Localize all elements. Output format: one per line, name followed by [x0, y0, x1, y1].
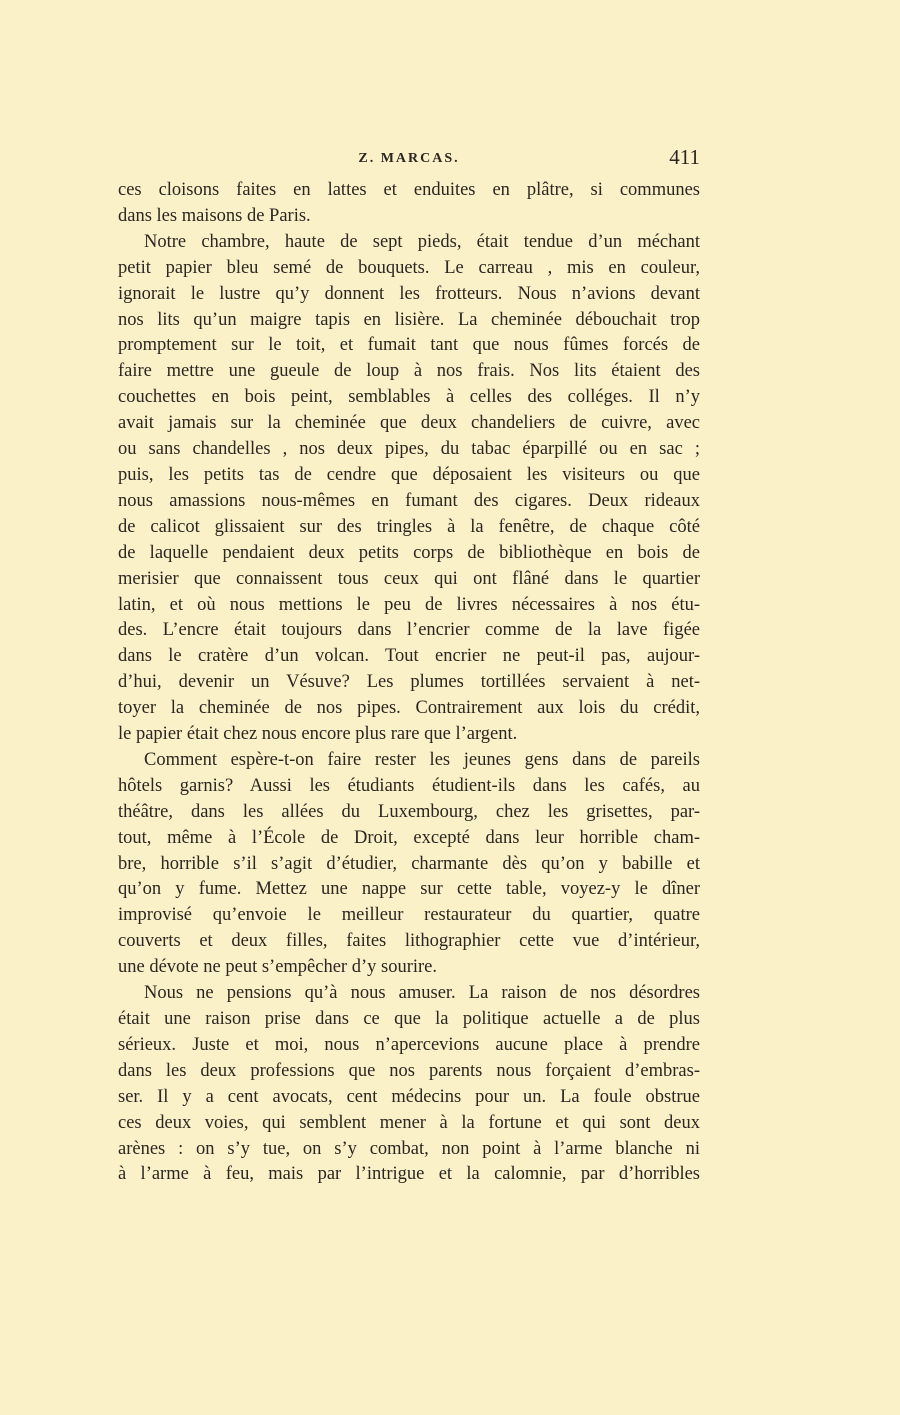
- text-line: à l’arme à feu, mais par l’intrigue et la calomnie, par d’horribles: [118, 1164, 700, 1185]
- text-line: puis, les petits tas de cendre que déposaient les visiteurs ou que: [118, 464, 700, 485]
- text-line: une dévote ne peut s’empêcher d’y sourire.: [118, 957, 437, 978]
- text-line: était une raison prise dans ce que la politique actuelle a de plus: [118, 1009, 700, 1029]
- paragraph: [118, 178, 700, 230]
- text-line: qu’on y fume. Mettez une nappe sur cette table, voyez-y le dîner: [118, 879, 700, 900]
- text-line: Nous ne pensions qu’à nous amuser. La raison de nos désordres: [144, 983, 700, 1004]
- text-line: ces cloisons faites en lattes et enduites en plâtre, si communes: [118, 180, 700, 200]
- running-title: Z. MARCAS.: [358, 151, 460, 166]
- text-line: petit papier bleu semé de bouquets. Le carreau , mis en couleur,: [118, 257, 700, 278]
- paragraph: [118, 748, 700, 981]
- text-line: le papier était chez nous encore plus rare que l’argent.: [118, 724, 518, 745]
- text-line: dans les deux professions que nos parents nous forçaient d’embras-: [118, 1060, 700, 1081]
- text-line: promptement sur le toit, et fumait tant que nous fûmes forcés de: [118, 335, 700, 356]
- text-line: ou sans chandelles , nos deux pipes, du tabac éparpillé ou en sac ;: [118, 439, 700, 460]
- text-line: de calicot glissaient sur des tringles à la fenêtre, de chaque côté: [118, 516, 700, 537]
- paragraph: [118, 981, 700, 1188]
- text-line: des. L’encre était toujours dans l’encrier comme de la lave figée: [118, 620, 700, 641]
- text-line: sérieux. Juste et moi, nous n’apercevions aucune place à prendre: [118, 1034, 700, 1055]
- text-line: ces deux voies, qui semblent mener à la fortune et qui sont deux: [118, 1112, 700, 1133]
- text-line: dans les maisons de Paris.: [118, 205, 311, 226]
- text-line: théâtre, dans les allées du Luxembourg, chez les grisettes, par-: [118, 801, 700, 822]
- text-line: hôtels garnis? Aussi les étudiants étudient-ils dans les cafés, au: [118, 775, 700, 796]
- text-line: faire mettre une gueule de loup à nos frais. Nos lits étaient des: [118, 361, 700, 382]
- text-line: couchettes en bois peint, semblables à celles des colléges. Il n’y: [118, 387, 700, 408]
- text-line: tout, même à l’École de Droit, excepté dans leur horrible cham-: [118, 827, 700, 848]
- text-line: Comment espère-t-on faire rester les jeunes gens dans de pareils: [144, 749, 700, 770]
- paragraph: [118, 230, 700, 748]
- text-line: de laquelle pendaient deux petits corps de bibliothèque en bois de: [118, 542, 700, 563]
- text-line: avait jamais sur la cheminée que deux chandeliers de cuivre, avec: [118, 413, 700, 434]
- text-line: bre, horrible s’il s’agit d’étudier, charmante dès qu’on y babille et: [118, 853, 700, 874]
- text-line: arènes : on s’y tue, on s’y combat, non point à l’arme blanche ni: [118, 1138, 700, 1159]
- text-line: nos lits qu’un maigre tapis en lisière. La cheminée débouchait trop: [118, 309, 700, 330]
- text-line: Notre chambre, haute de sept pieds, était tendue d’un méchant: [144, 231, 700, 252]
- text-line: dans le cratère d’un volcan. Tout encrier ne peut-il pas, aujour-: [118, 646, 700, 667]
- text-line: toyer la cheminée de nos pipes. Contrairement aux lois du crédit,: [118, 698, 700, 719]
- text-line: ser. Il y a cent avocats, cent médecins pour un. La foule obstrue: [118, 1086, 700, 1107]
- text-line: nous amassions nous-mêmes en fumant des cigares. Deux rideaux: [118, 490, 700, 511]
- text-line: couverts et deux filles, faites lithographier cette vue d’intérieur,: [118, 931, 700, 952]
- page-number: 411: [669, 145, 700, 169]
- page-header: [118, 145, 700, 171]
- text-line: merisier que connaissent tous ceux qui ont flâné dans le quartier: [118, 568, 700, 589]
- text-line: d’hui, devenir un Vésuve? Les plumes tortillées servaient à net-: [118, 672, 700, 693]
- text-line: latin, et où nous mettions le peu de livres nécessaires à nos étu-: [118, 594, 700, 615]
- text-line: improvisé qu’envoie le meilleur restaurateur du quartier, quatre: [118, 905, 700, 926]
- page-body-text: [118, 178, 700, 1188]
- text-line: ignorait le lustre qu’y donnent les frotteurs. Nous n’avions devant: [118, 283, 700, 304]
